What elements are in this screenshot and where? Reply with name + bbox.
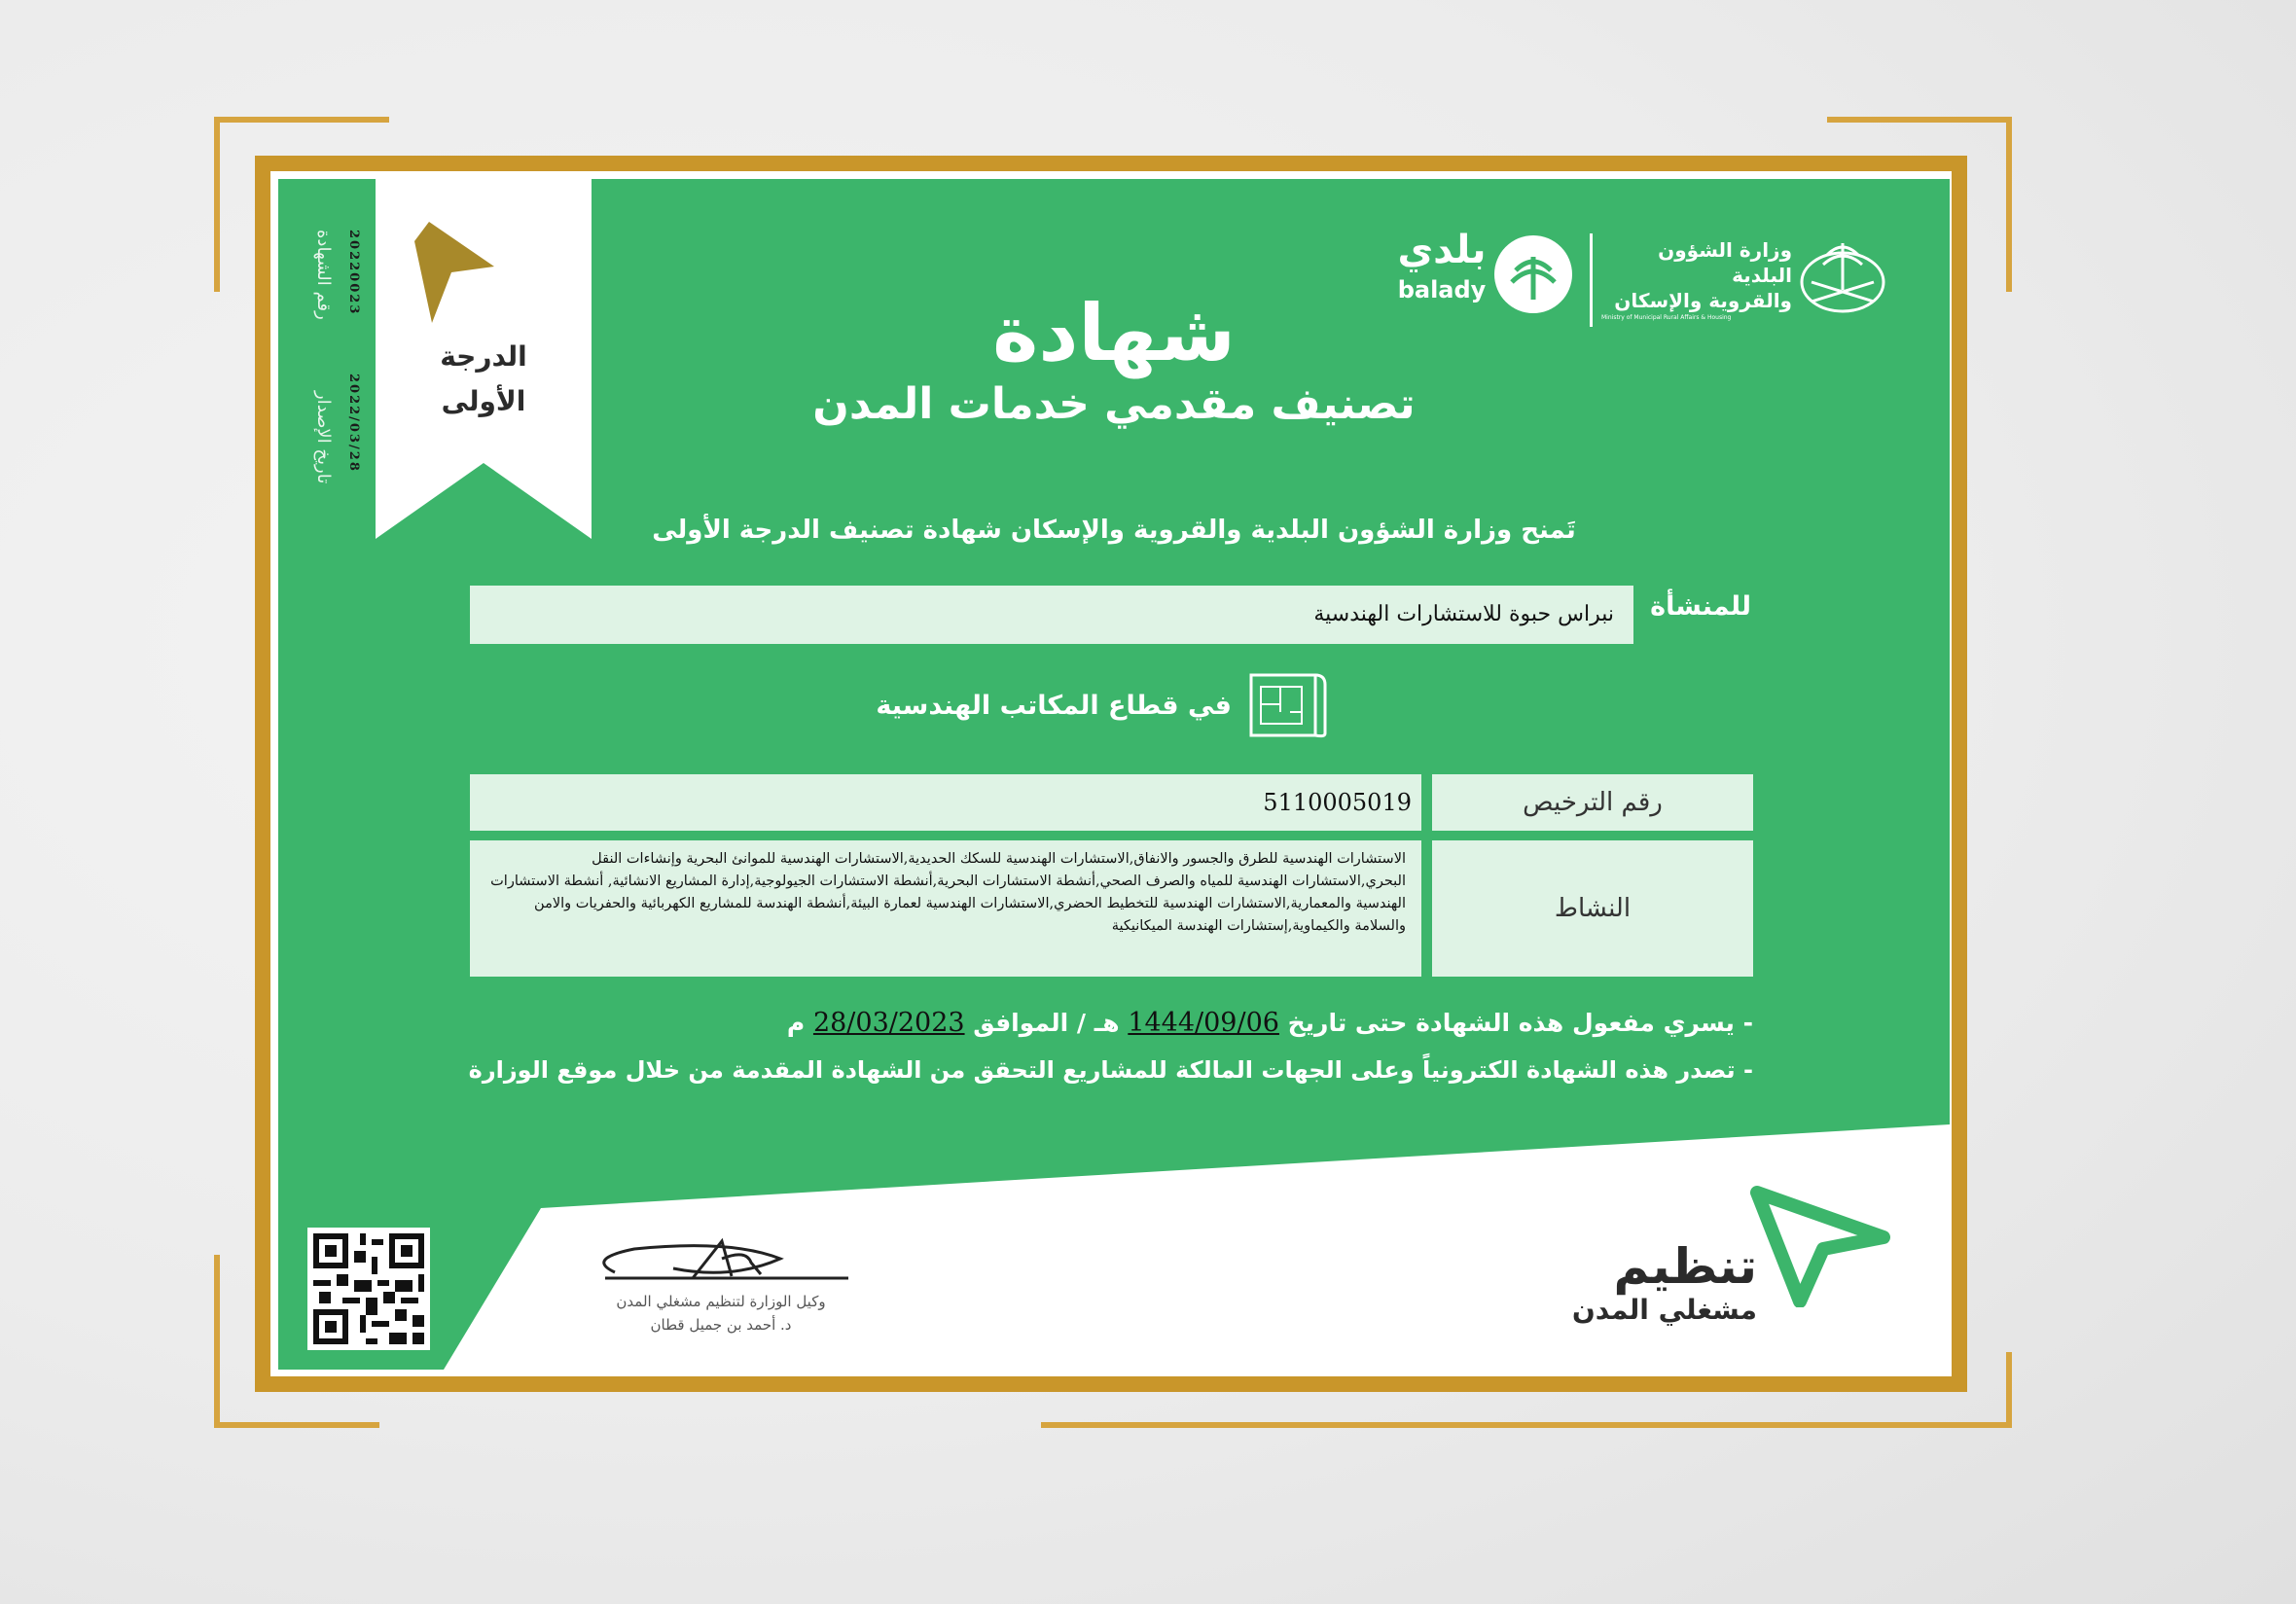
establishment-name-field bbox=[470, 586, 1633, 644]
validity-prefix: - يسري مفعول هذه الشهادة حتى تاريخ bbox=[1287, 1009, 1753, 1037]
activity-text: الاستشارات الهندسية للطرق والجسور والانفاق,الاستشارات الهندسية للسكك الحديدية,الاستشارات الهندسية للموانئ البحرية وإنشاءات النقل البحري,الاستشارات الهندسية للمياه والصرف الصحي,أنشطة الاستشارات البحرية,أنشطة الاستشارات الجيولوجية,إدارة المشاريع الانشائية, أنشطة الاستشارات الهندسية والمعمارية,الاستشارات الهندسية للتخطيط الحضري,الاستشارات الهندسية لعمارة البيئة,أنشطة الهندسة للمشاريع الكهربائية والحفريات والامن والسلامة والكيماوية,إستشارات الهندسة الميكانيكية bbox=[490, 851, 1406, 934]
tanzeem-subtitle: مشغلي المدن bbox=[1571, 1294, 1757, 1326]
sector-text: في قطاع المكاتب الهندسية bbox=[876, 691, 1232, 721]
signatory-name: د. أحمد بن جميل قطان bbox=[650, 1316, 792, 1334]
qr-code[interactable] bbox=[307, 1228, 430, 1350]
frame-corner bbox=[214, 117, 389, 123]
issue-date: 2022/03/28 bbox=[346, 374, 361, 473]
frame-corner bbox=[214, 1422, 379, 1428]
issue-date-label: تاريخ الإصدار bbox=[313, 391, 334, 484]
certificate-subtitle: تصنيف مقدمي خدمات المدن bbox=[812, 379, 1416, 429]
issue-note: - تصدر هذه الشهادة الكترونياً وعلى الجهات المالكة للمشاريع التحقق من الشهادة المقدمة من خلال موقع الوزارة bbox=[468, 1056, 1753, 1084]
certificate bbox=[278, 179, 1950, 1370]
blueprint-icon bbox=[1247, 669, 1329, 739]
validity-greg-suffix: م bbox=[786, 1009, 806, 1037]
validity-hijri: 1444/09/06 bbox=[1128, 1008, 1279, 1038]
balady-en: balady bbox=[1397, 276, 1487, 303]
certificate-title: شهادة bbox=[992, 288, 1236, 378]
license-number: 5110005019 bbox=[1263, 789, 1412, 816]
tanzeem-logo-text bbox=[1533, 1239, 1757, 1327]
frame-corner bbox=[2006, 1352, 2012, 1428]
validity-line bbox=[560, 1008, 1753, 1038]
validity-hijri-suffix: هـ / bbox=[1076, 1009, 1120, 1037]
cert-number: 20220023 bbox=[346, 230, 361, 316]
balady-ar: بلدي bbox=[1397, 228, 1487, 272]
qr-code-icon bbox=[307, 1228, 430, 1350]
cert-number-label: رقم الشهادة bbox=[313, 230, 334, 320]
ministry-name: وزارة الشؤون البلدية والقروية والإسكان Ministry of Municipal Rural Affairs & Housing bbox=[1601, 238, 1792, 321]
signatory-title: وكيل الوزارة لتنظيم مشغلي المدن bbox=[616, 1293, 826, 1310]
tanzeem-title: تنظيم bbox=[1613, 1238, 1757, 1295]
frame-corner bbox=[214, 1255, 220, 1428]
grant-text: تَمنح وزارة الشؤون البلدية والقروية والإسكان شهادة تصنيف الدرجة الأولى bbox=[652, 516, 1576, 545]
activity-label: النشاط bbox=[1432, 840, 1753, 977]
establishment-label: للمنشأة bbox=[1650, 591, 1751, 622]
frame-corner bbox=[1827, 117, 2012, 123]
frame-corner bbox=[214, 117, 220, 292]
activity-field bbox=[470, 840, 1421, 977]
grade-label: الدرجة الأولى bbox=[440, 340, 527, 417]
signature bbox=[576, 1220, 868, 1298]
license-number-field bbox=[470, 774, 1421, 831]
frame-corner bbox=[2006, 117, 2012, 292]
establishment-name: نبراس حبوة للاستشارات الهندسية bbox=[1313, 602, 1614, 626]
tanzeem-arrow-icon bbox=[1743, 1181, 1899, 1307]
license-label: رقم الترخيص bbox=[1432, 774, 1753, 831]
signatory-block bbox=[570, 1290, 872, 1337]
frame-corner bbox=[1041, 1422, 2012, 1428]
validity-gregorian: 28/03/2023 bbox=[812, 1008, 965, 1038]
validity-agreed: الموافق bbox=[973, 1009, 1069, 1037]
